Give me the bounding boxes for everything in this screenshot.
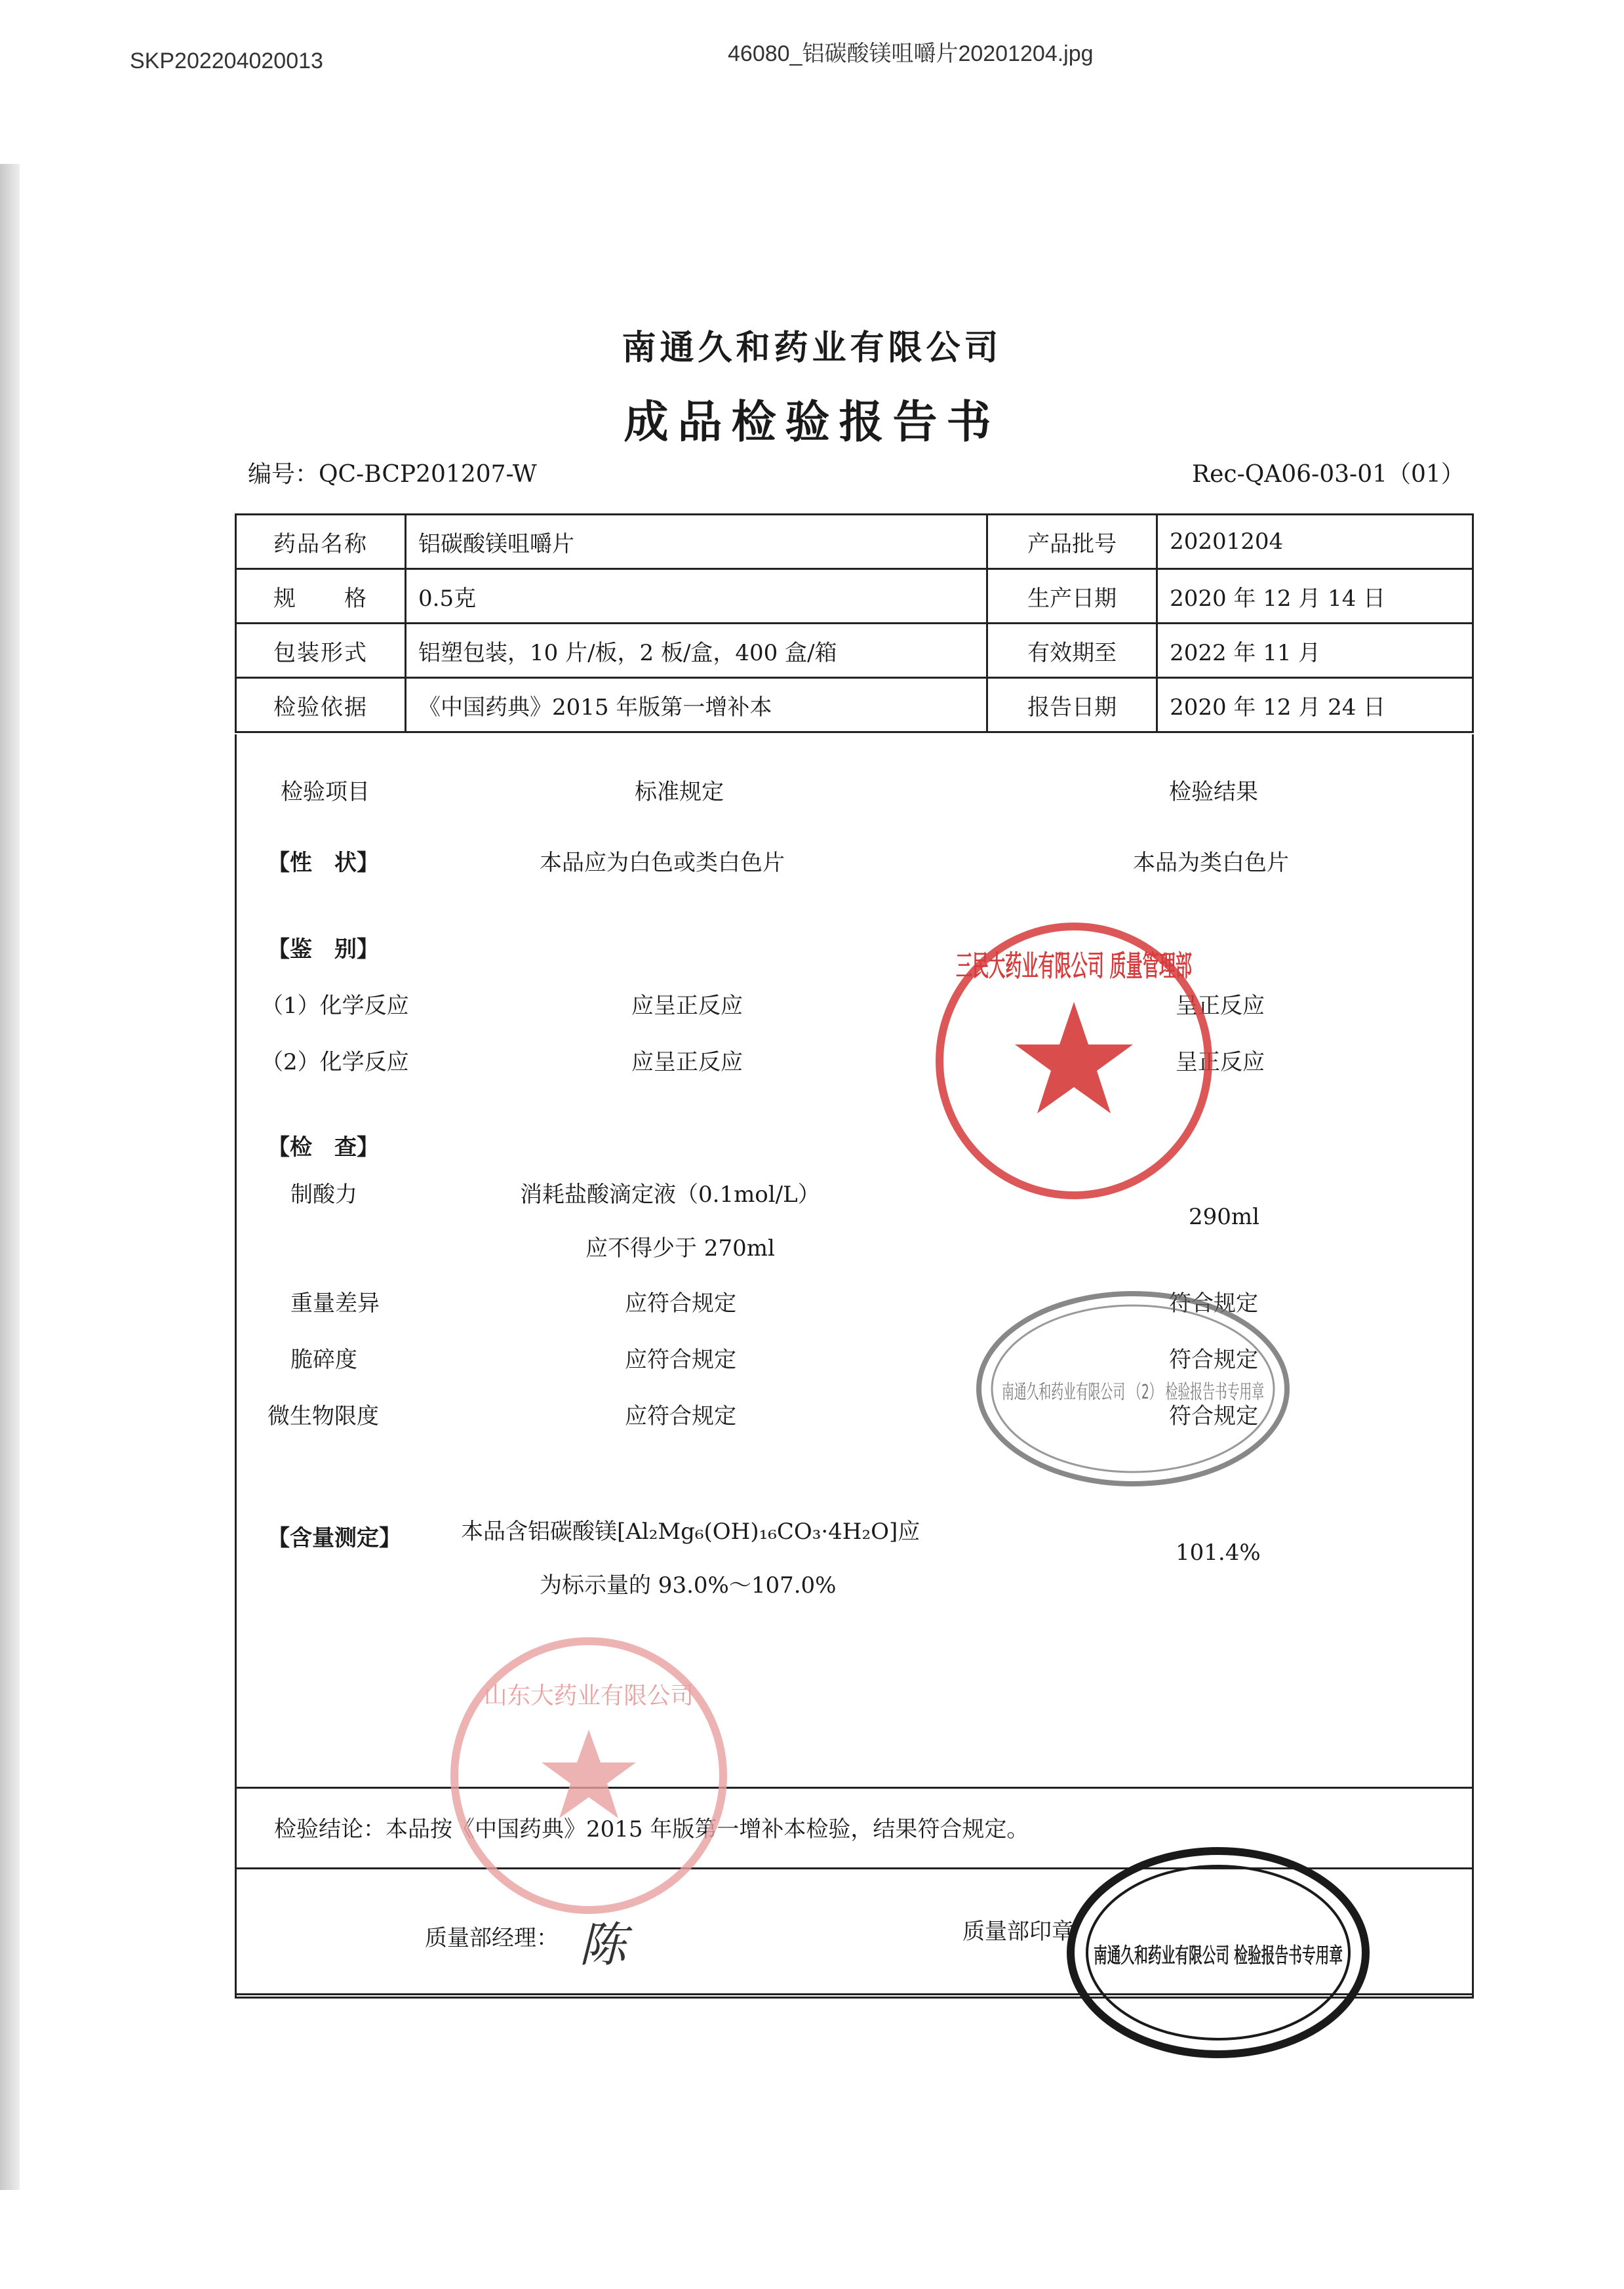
info-row: [236, 515, 1473, 569]
character-heading: 【性 状】: [267, 850, 379, 876]
info-value2: 2020 年 12 月 14 日: [1157, 569, 1473, 624]
character-standard: 本品应为白色或类白色片: [540, 850, 785, 876]
info-label2: 产品批号: [987, 515, 1157, 569]
seal-label: 质量部印章: [962, 1919, 1074, 1945]
info-label: 药品名称: [236, 515, 406, 569]
info-value: 《中国药典》2015 年版第一增补本: [406, 678, 987, 732]
scan-code: SKP202204020013: [130, 49, 323, 73]
info-value: 铝碳酸镁咀嚼片: [406, 515, 987, 569]
inspect-item: 脆碎度: [290, 1347, 357, 1373]
black-report-stamp: [1061, 1841, 1376, 2064]
info-label: 检验依据: [236, 678, 406, 732]
acid-standard-2: 应不得少于 270ml: [585, 1235, 775, 1262]
info-value: 0.5克: [406, 569, 987, 624]
scan-edge-shadow: [0, 164, 20, 2190]
inspect-standard: 应符合规定: [625, 1347, 736, 1373]
grey-inspection-stamp: [969, 1284, 1297, 1494]
col-standard: 标准规定: [635, 779, 724, 805]
info-row: [236, 678, 1473, 732]
inspection-heading: 【检 查】: [267, 1134, 379, 1161]
info-row: [236, 569, 1473, 624]
faded-stamp-text: 山东大药业有限公司: [484, 1682, 694, 1709]
assay-result: 101.4%: [1176, 1540, 1261, 1566]
identification-heading: 【鉴 别】: [267, 936, 379, 963]
conclusion-text: 检验结论：本品按《中国药典》2015 年版第一增补本检验，结果符合规定。: [274, 1816, 1029, 1842]
black-stamp-text: 南通久和药业有限公司 检验报告书专用章: [1094, 1943, 1343, 1968]
info-value2: 2022 年 11 月: [1157, 624, 1473, 678]
manager-signature: 陈: [579, 1917, 627, 1972]
info-value2: 20201204: [1157, 515, 1473, 569]
acid-result: 290ml: [1189, 1204, 1260, 1230]
red-stamp-text: 三民大药业有限公司 质量管理部: [956, 949, 1192, 983]
character-result: 本品为类白色片: [1133, 850, 1289, 876]
doc-number: 编号：QC-BCP201207-W: [248, 461, 537, 488]
ident-result: 呈正反应: [1176, 993, 1265, 1019]
manager-label: 质量部经理：: [425, 1925, 559, 1951]
info-value2: 2020 年 12 月 24 日: [1157, 678, 1473, 732]
assay-standard-2: 为标示量的 93.0%～107.0%: [540, 1572, 837, 1599]
inspect-item: 重量差异: [290, 1290, 380, 1317]
inspect-item: 微生物限度: [267, 1403, 379, 1429]
report-title: 成品检验报告书: [624, 396, 1000, 448]
ident-result: 呈正反应: [1176, 1049, 1265, 1075]
company-name: 南通久和药业有限公司: [622, 328, 1002, 368]
col-item: 检验项目: [281, 779, 370, 805]
red-quality-stamp: [930, 917, 1218, 1205]
inspect-result: 符合规定: [1169, 1347, 1258, 1373]
info-label2: 生产日期: [987, 569, 1157, 624]
acid-item: 制酸力: [290, 1182, 357, 1208]
inspect-result: 符合规定: [1169, 1290, 1258, 1317]
info-label: 规 格: [236, 569, 406, 624]
file-name: 46080_铝碳酸镁咀嚼片20201204.jpg: [728, 41, 1094, 66]
ident-item: （1）化学反应: [261, 993, 409, 1019]
grey-stamp-text: 南通久和药业有限公司 （2） 检验报告书专用章: [1002, 1381, 1264, 1404]
assay-heading: 【含量测定】: [267, 1525, 401, 1551]
acid-standard-1: 消耗盐酸滴定液（0.1mol/L）: [520, 1182, 820, 1208]
inspect-standard: 应符合规定: [625, 1403, 736, 1429]
info-label2: 有效期至: [987, 624, 1157, 678]
info-label: 包装形式: [236, 624, 406, 678]
info-row: [236, 624, 1473, 678]
info-table: [235, 513, 1474, 733]
ident-item: （2）化学反应: [261, 1049, 409, 1075]
faded-red-stamp: [445, 1631, 733, 1920]
ident-standard: 应呈正反应: [631, 1049, 743, 1075]
assay-standard-1: 本品含铝碳酸镁[Al₂Mg₆(OH)₁₆CO₃·4H₂O]应: [461, 1519, 921, 1545]
info-label2: 报告日期: [987, 678, 1157, 732]
inspect-result: 符合规定: [1169, 1403, 1258, 1429]
info-value: 铝塑包装，10 片/板，2 板/盒，400 盒/箱: [406, 624, 987, 678]
record-number: Rec-QA06-03-01（01）: [1192, 461, 1465, 488]
inspect-standard: 应符合规定: [625, 1290, 736, 1317]
col-result: 检验结果: [1169, 779, 1258, 805]
ident-standard: 应呈正反应: [631, 993, 743, 1019]
